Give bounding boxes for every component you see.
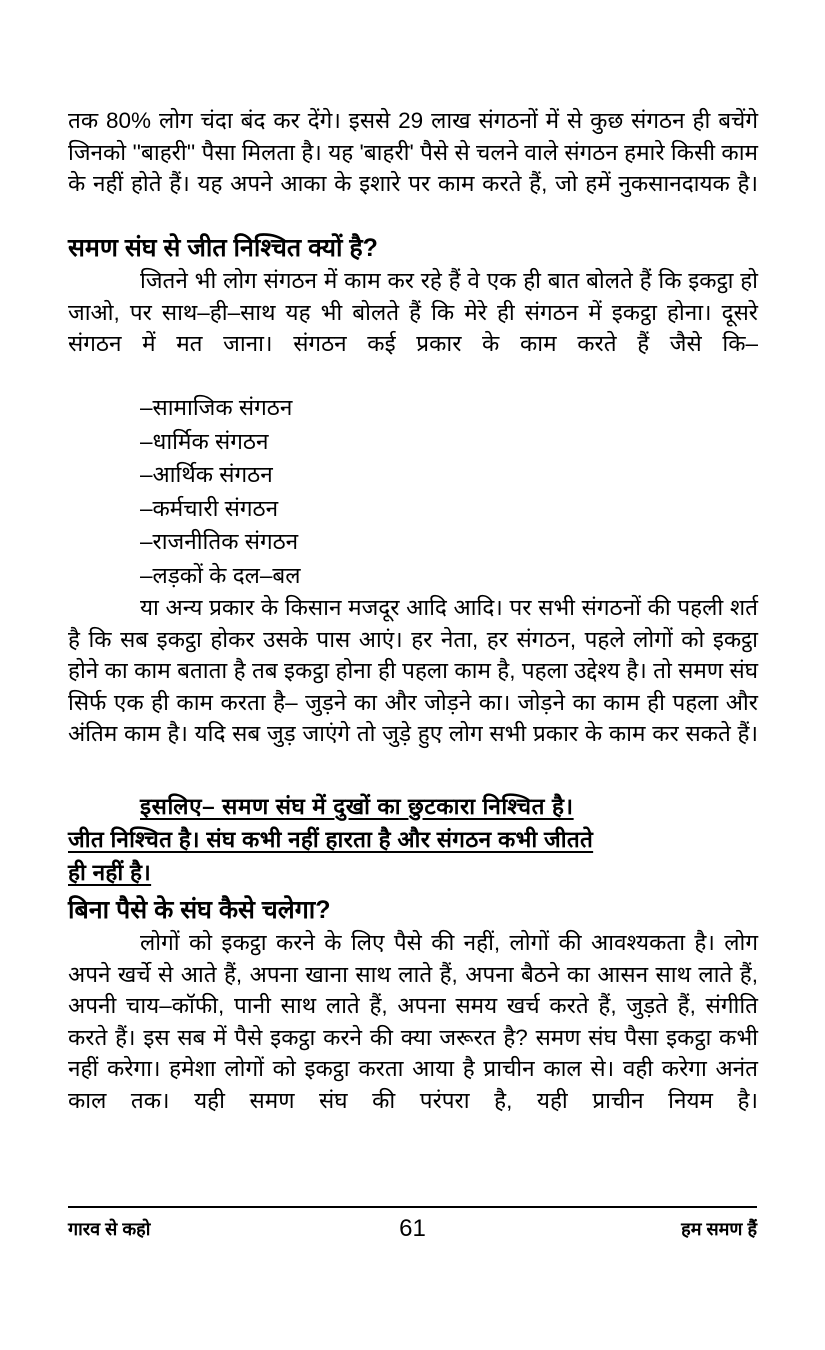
- paragraph-4: लोगों को इकट्ठा करने के लिए पैसे की नहीं, लोगों की आवश्यकता है। लोग अपने खर्चे से आते हैं, अपना खाना साथ लाते हैं, अपना बैठने का आसन साथ लाते हैं, अपनी चाय–कॉफी, पानी साथ लाते हैं, अपना समय खर्च करते हैं, जुड़ते हैं, संगीति करते हैं। इस सब में पैसे इकट्ठा करने की क्या जरूरत है? समण संघ पैसा इकट्ठा कभी नहीं करेगा। हमेशा लोगों को इकट्ठा करता आया है प्राचीन काल से। वही करेगा अनंत काल तक। यही समण संघ की परंपरा है, यही प्राचीन नियम है।: [68, 930, 758, 1113]
- emphasis-line-2: जीत निश्चित है। संघ कभी नहीं हारता है और संगठन कभी जीतते: [68, 827, 594, 852]
- list-item: –धार्मिक संगठन: [140, 428, 269, 454]
- paragraph-1: तक 80% लोग चंदा बंद कर देंगे। इससे 29 लाख संगठनों में से कुछ संगठन ही बचेंगे जिनको ''बाहरी'' पैसा मिलता है। यह 'बाहरी' पैसे से चलने वाले संगठन हमारे किसी काम के नहीं होते हैं। यह अपने आका के इशारे पर काम करते हैं, जो हमें नुकसानदायक है।: [68, 108, 758, 196]
- paragraph-2: जितने भी लोग संगठन में काम कर रहे हैं वे एक ही बात बोलते हैं कि इकट्ठा हो जाओ, पर साथ–ही–साथ यह भी बोलते हैं कि मेरे ही संगठन में इकट्ठा होना। दूसरे संगठन में मत जाना। संगठन कई प्रकार के काम करते हैं जैसे कि–: [68, 268, 758, 356]
- page-content: [68, 105, 758, 1148]
- list-item: –राजनीतिक संगठन: [140, 529, 299, 554]
- paragraph-3: या अन्य प्रकार के किसान मजदूर आदि आदि। पर सभी संगठनों की पहली शर्त है कि सब इकट्ठा होकर उसके पास आएं। हर नेता, हर संगठन, पहले लोगों को इकट्ठा होने का काम बताता है तब इकट्ठा होना ही पहला काम है, पहला उद्देश्य है। तो समण संघ सिर्फ एक ही काम करता है– जुड़ने का और जोड़ने का। जोड़ने का काम ही पहला और अंतिम काम है। यदि सब जुड़ जाएंगे तो जुड़े हुए लोग सभी प्रकार के काम कर सकते हैं।: [68, 595, 758, 746]
- emphasis-line-3: ही नहीं है।: [68, 860, 152, 885]
- list-item: –आर्थिक संगठन: [140, 462, 273, 487]
- emphasis-line-1: इसलिए– समण संघ में दुखों का छुटकारा निश्चित है।: [140, 794, 574, 819]
- list-item: –लड़कों के दल–बल: [140, 562, 301, 588]
- page-footer: [68, 1206, 757, 1246]
- section-heading-1: समण संघ से जीत निश्चित क्यों है?: [68, 234, 378, 262]
- footer-right-text: हम समण हैं: [681, 1219, 757, 1239]
- emphasis-block: [68, 790, 758, 889]
- footer-left-text: गारव से कहो: [68, 1219, 151, 1239]
- list-item: –कर्मचारी संगठन: [140, 495, 279, 521]
- organization-list: [68, 391, 758, 592]
- page-number: 61: [399, 1215, 426, 1242]
- section-heading-2: बिना पैसे के संघ कैसे चलेगा?: [68, 896, 331, 924]
- list-item: –सामाजिक संगठन: [140, 395, 293, 420]
